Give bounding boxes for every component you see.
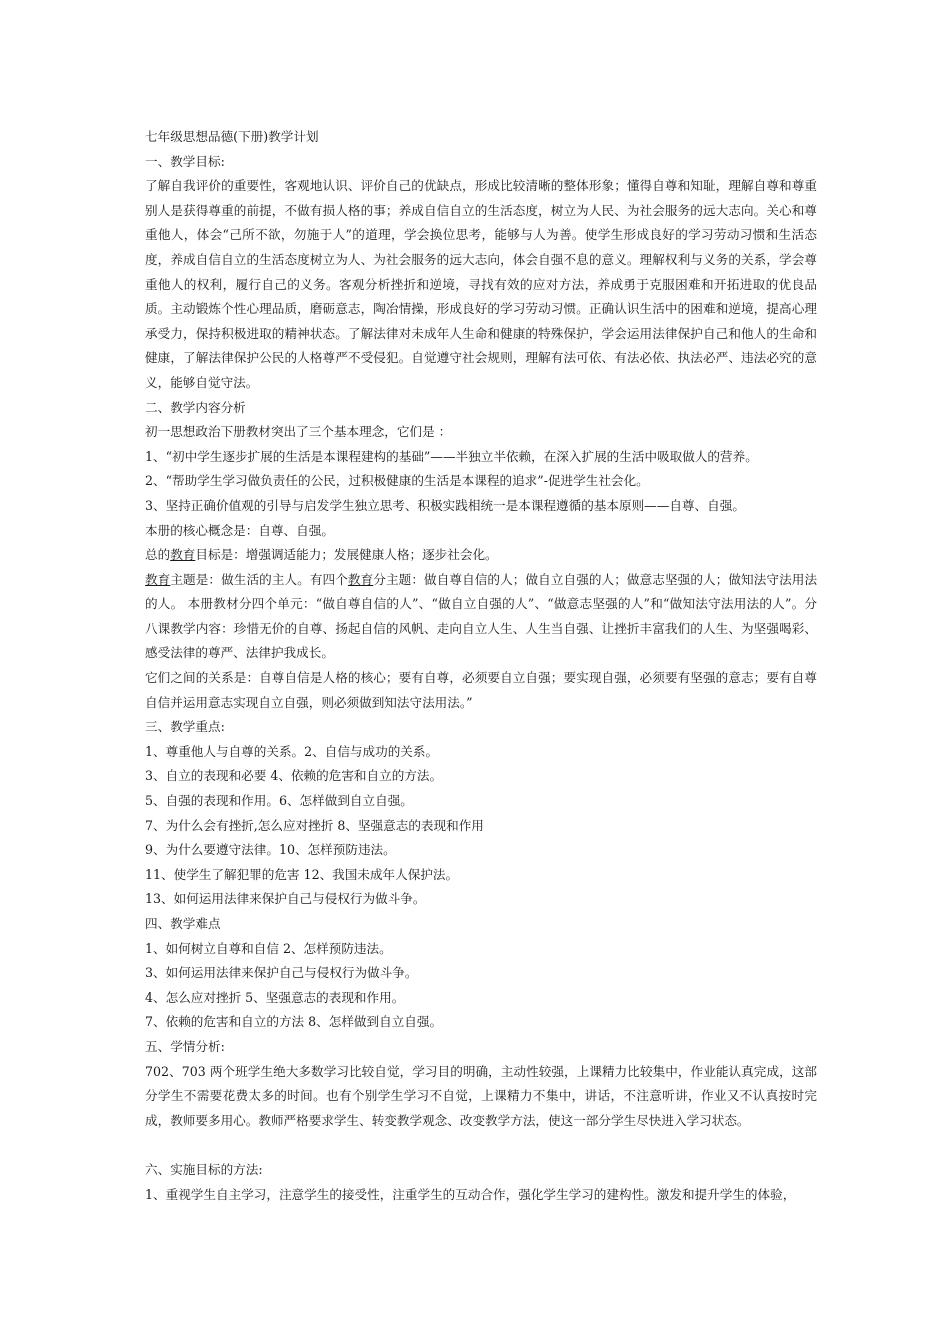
list-item: 4、怎么应对挫折 5、坚强意志的表现和作用。 — [145, 989, 405, 1005]
education-link[interactable]: 教育 — [170, 547, 196, 563]
document-title: 七年级思想品德(下册)教学计划 — [145, 129, 319, 144]
education-link[interactable]: 教育 — [347, 571, 374, 587]
methods-point-1: 1、重视学生自主学习，注意学生的接受性，注重学生的互动合作，强化学生学习的建构性。激发和提升学生的体验， — [145, 1186, 796, 1202]
list-item: 11、使学生了解犯罪的危害 12、我国未成年人保护法。 — [145, 866, 459, 882]
section-heading-difficulties: 四、教学难点 — [145, 916, 221, 931]
student-analysis-paragraph: 702、703 两个班学生绝大多数学习比较自觉，学习目的明确，主动性较强，上课精力比较集中，作业能认真完成，这部分学生不需要花费太多的时间。也有个别学生学习不自觉，上课精力不集中，讲话，不注意听讲，作业又不认真按时完成，教师要多用心。教师严格要求学生、转变教学观念、改变教学方法，使这一部分学生尽快进入学习状态。 — [145, 1063, 817, 1128]
overall-goal: 总的教育目标是：增强调适能力；发展健康人格；逐步社会化。 — [145, 547, 498, 563]
section-heading-student-analysis: 五、学情分析: — [145, 1038, 225, 1054]
objectives-paragraph: 了解自我评价的重要性，客观地认识、评价自己的优缺点，形成比较清晰的整体形象；懂得自尊和知耻，理解自尊和尊重别人是获得尊重的前提，不做有损人格的事；养成自信自立的生活态度，树立为人民、为社会服务的远大志向。关心和尊重他人，体会“己所不欲，勿施于人”的道理，学会换位思考，能够与人为善。使学生形成良好的学习劳动习惯和生活态度，养成自信自立的生活态度树立为人、为社会服务的远大志向，体会自强不息的意义。理解权利与义务的关系，学会尊重他人的权利，履行自己的义务。客观分析挫折和逆境，寻找有效的应对方法，养成勇于克服困难和开拓进取的优良品质。主动锻炼个性心理品质，磨砺意志，陶冶情操，形成良好的学习劳动习惯。正确认识生活中的困难和逆境，提高心理承受力，保持积极进取的精神状态。了解法律对未成年人生命和健康的特殊保护，学会运用法律保护自己和他人的生命和健康，了解法律保护公民的人格尊严不受侵犯。自觉遵守社会规则，理解有法可依、有法必依、执法必严、违法必究的意义，能够自觉守法。 — [145, 178, 817, 390]
content-point-2: 2、“帮助学生学习做负责任的公民，过积极健康的生活是本课程的追求”-促进学生社会化。 — [145, 473, 649, 489]
content-point-1: 1、“初中学生逐步扩展的生活是本课程建构的基础”——半独立半依赖，在深入扩展的生活中吸取做人的营养。 — [145, 448, 758, 464]
blank-line — [145, 1133, 817, 1158]
list-item: 7、依赖的危害和自立的方法 8、怎样做到自立自强。 — [145, 1014, 443, 1030]
list-item: 13、如何运用法律来保护自己与侵权行为做斗争。 — [145, 891, 426, 907]
list-item: 7、为什么会有挫折,怎么应对挫折 8、坚强意志的表现和作用 — [145, 817, 484, 833]
list-item: 5、自强的表现和作用。6、怎样做到自立自强。 — [145, 793, 413, 809]
core-concept: 本册的核心概念是：自尊、自强。 — [145, 522, 334, 538]
list-item: 9、为什么要遵守法律。10、怎样预防违法。 — [145, 842, 396, 858]
list-item: 1、尊重他人与自尊的关系。2、自信与成功的关系。 — [145, 743, 439, 759]
content-intro: 初一思想政治下册教材突出了三个基本理念，它们是 ： — [145, 424, 452, 440]
list-item: 1、如何树立自尊和自信 2、怎样预防违法。 — [145, 940, 392, 956]
education-theme-paragraph: 教育主题是：做生活的主人。有四个教育分主题：做自尊自信的人；做自立自强的人；做意志坚强的人；做知法守法用法的人。 本册教材分四个单元：“做自尊自信的人”、“做自立自强的人”、“做意志坚强的人”和“做知法守法用法的人”。分八课教学内容：珍惜无价的自尊、扬起自信的风帆、走向自立人生、人生当自强、让挫折丰富我们的人生、为坚强喝彩、感受法律的尊严、法律护我成长。 — [145, 571, 818, 661]
section-heading-content-analysis: 二、教学内容分析 — [145, 399, 246, 415]
section-heading-objectives: 一、教学目标: — [145, 153, 225, 169]
document-page — [145, 125, 817, 1207]
list-item: 3、自立的表现和必要 4、依赖的危害和自立的方法。 — [145, 768, 443, 784]
section-heading-methods: 六、实施目标的方法: — [145, 1161, 263, 1177]
list-item: 3、如何运用法律来保护自己与侵权行为做斗争。 — [145, 965, 418, 981]
section-heading-key-points: 三、教学重点: — [145, 719, 225, 735]
content-point-3: 3、坚持正确价值观的引导与启发学生独立思考、积极实践相统一是本课程遵循的基本原则——自尊、自强。 — [145, 497, 745, 513]
education-link[interactable]: 教育 — [145, 571, 171, 587]
relation-paragraph: 它们之间的关系是：自尊自信是人格的核心；要有自尊，必须要自立自强；要实现自强，必须要有坚强的意志；要有自尊自信并运用意志实现自立自强，则必须做到知法守法用法。” — [145, 670, 817, 710]
